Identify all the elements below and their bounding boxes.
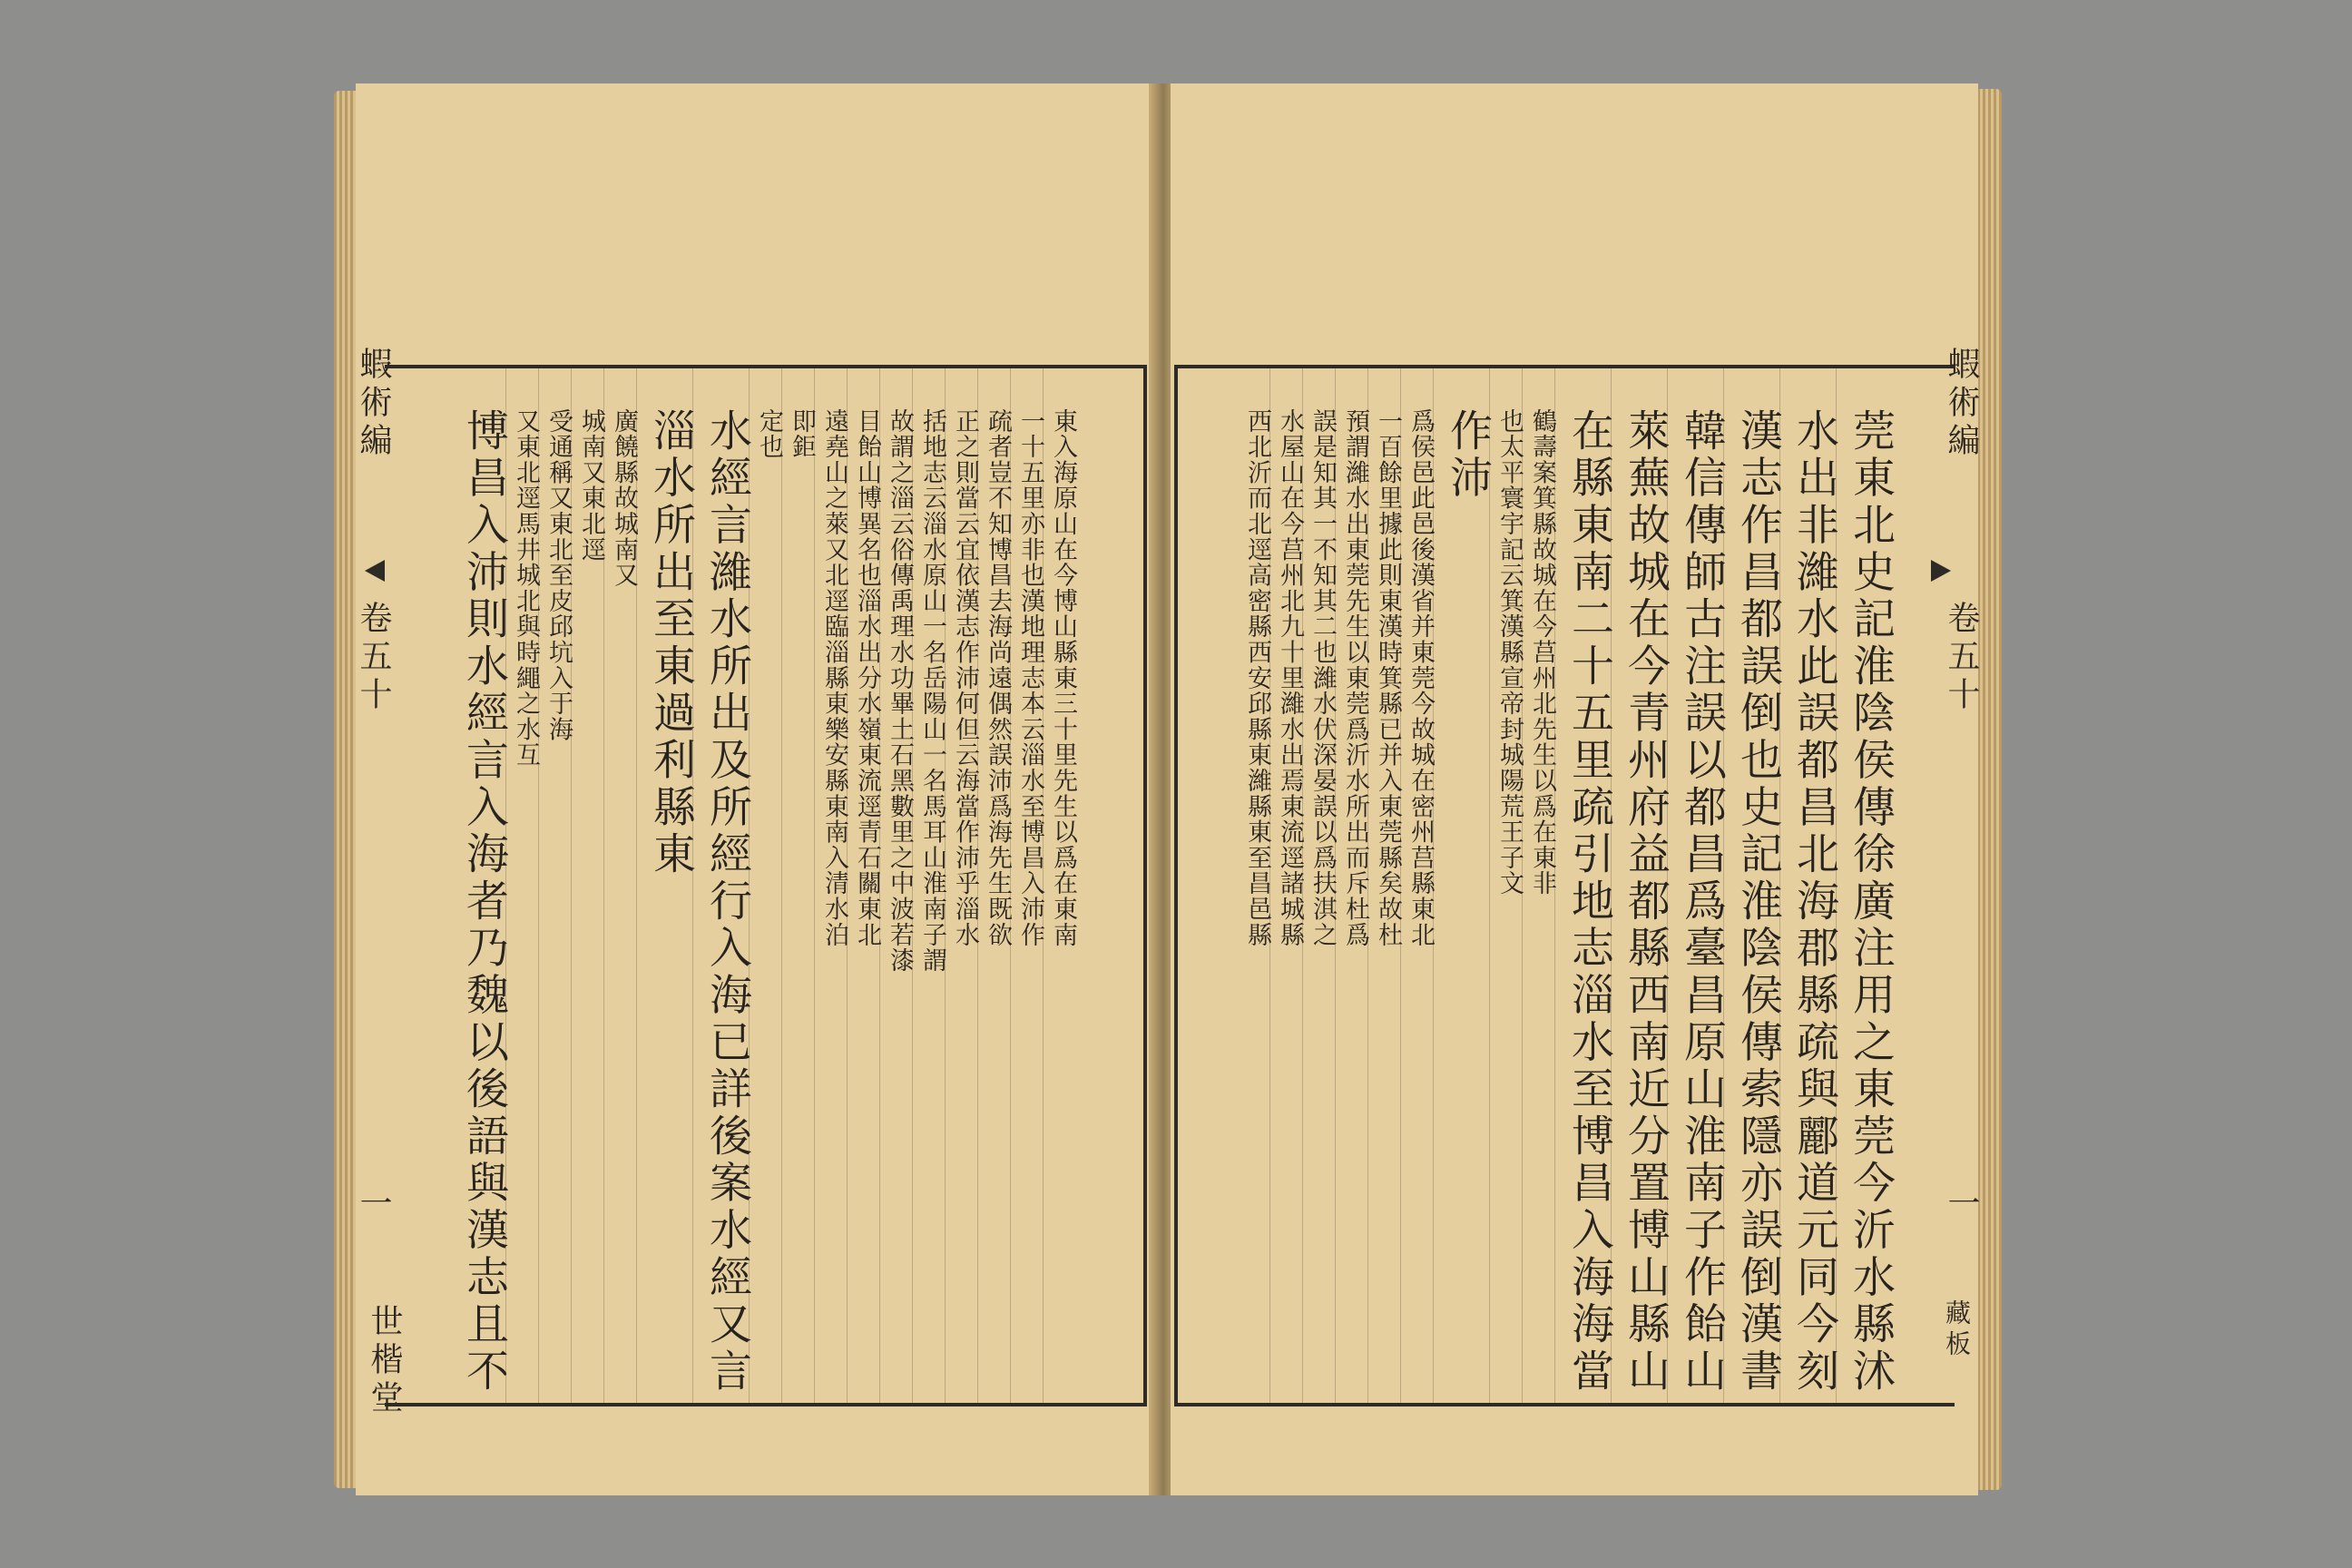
text-column: 正之則當云宜依漢志作沛何但云海當作沛乎淄水 <box>951 408 979 948</box>
text-column: 水經言濰水所出及所經行入海已詳後案水經又言 <box>702 408 752 1396</box>
text-column: 莞東北史記淮陰侯傳徐廣注用之東莞今沂水縣沭 <box>1846 408 1896 1396</box>
text-column: 西北沂而北逕高密縣西安邱縣東濰縣東至昌邑縣 <box>1243 408 1271 948</box>
text-column: 爲侯邑此邑後漢省并東莞今故城在密州莒縣東北 <box>1406 408 1435 948</box>
text-column: 城南又東北逕 <box>577 408 605 563</box>
left-publisher: 世楷堂 <box>366 1304 403 1418</box>
text-column: 東入海原山在今博山縣東三十里先生以爲在東南 <box>1049 408 1077 948</box>
text-column: 疏者豈不知博昌去海尚遠偶然誤沛爲海先生既欲 <box>984 408 1012 948</box>
right-page <box>1171 83 1978 1495</box>
text-column: 目飴山博異名也淄水出分水嶺東流逕青石關東北 <box>853 408 881 948</box>
left-margin-title: 蝦術編 <box>355 347 392 461</box>
text-column: 作沛 <box>1443 408 1493 503</box>
text-column: 受通稱又東北至皮邱坑入于海 <box>544 408 573 742</box>
fish-tail-mark <box>1931 560 1951 582</box>
right-text-frame <box>1174 365 1955 1406</box>
column-rule <box>749 368 750 1403</box>
right-margin-page: 一 <box>1943 1186 1980 1224</box>
open-book <box>334 83 2002 1495</box>
left-page <box>356 83 1156 1495</box>
fish-tail-mark <box>365 560 385 582</box>
text-column: 水出非濰水此誤都昌北海郡縣疏與酈道元同今刻 <box>1789 408 1839 1396</box>
text-column: 括地志云淄水原山一名岳陽山一名馬耳山淮南子謂 <box>918 408 946 974</box>
text-column: 一十五里亦非也漢地理志本云淄水至博昌入沛作 <box>1016 408 1044 948</box>
text-column: 也太平寰宇記云箕漢縣宣帝封城陽荒王子文 <box>1495 408 1524 897</box>
column-rule <box>781 368 782 1403</box>
right-margin-juan: 卷五十 <box>1943 601 1980 715</box>
text-column: 定也 <box>755 408 783 460</box>
right-publisher: 藏板 <box>1942 1299 1972 1361</box>
text-column: 萊蕪故城在今青州府益都縣西南近分置博山縣山 <box>1621 408 1671 1396</box>
text-column: 廣饒縣故城南又 <box>610 408 638 589</box>
text-column: 即鉅 <box>788 408 816 460</box>
book-edge-right <box>1975 89 2002 1490</box>
left-text-frame <box>385 365 1147 1406</box>
left-margin-page: 一 <box>355 1186 392 1224</box>
text-column: 一百餘里據此則東漢時箕縣已并入東莞縣矣故杜 <box>1374 408 1402 948</box>
text-column: 故謂之淄云俗傳禹理水功畢土石黑數里之中波若漆 <box>886 408 914 974</box>
text-column: 水屋山在今莒州北九十里濰水出焉東流逕諸城縣 <box>1276 408 1304 948</box>
right-margin-title: 蝦術編 <box>1943 347 1980 461</box>
text-column: 淄水所出至東過利縣東 <box>646 408 696 878</box>
text-column: 預謂濰水出東莞先生以東莞爲沂水所出而斥杜爲 <box>1341 408 1369 948</box>
text-column: 誤是知其一不知其二也濰水伏深晏誤以爲扶淇之 <box>1308 408 1337 948</box>
text-column: 在縣東南二十五里疏引地志淄水至博昌入海海當 <box>1564 408 1614 1396</box>
text-column: 又東北逕馬井城北與時繩之水互 <box>512 408 540 769</box>
text-column: 鶴壽案箕縣故城在今莒州北先生以爲在東非 <box>1528 408 1556 897</box>
text-column: 韓信傳師古注誤以都昌爲臺昌原山淮南子作飴山 <box>1677 408 1727 1396</box>
book-edge-left <box>334 91 358 1488</box>
column-rule <box>1433 368 1434 1403</box>
text-column: 博昌入沛則水經言入海者乃魏以後語與漢志且不 <box>459 408 509 1396</box>
left-margin-juan: 卷五十 <box>355 601 392 715</box>
text-column: 漢志作昌都誤倒也史記淮陰侯傳索隱亦誤倒漢書 <box>1733 408 1783 1396</box>
text-column: 遠堯山之萊又北逕臨淄縣東樂安縣東南入清水泊 <box>820 408 848 948</box>
